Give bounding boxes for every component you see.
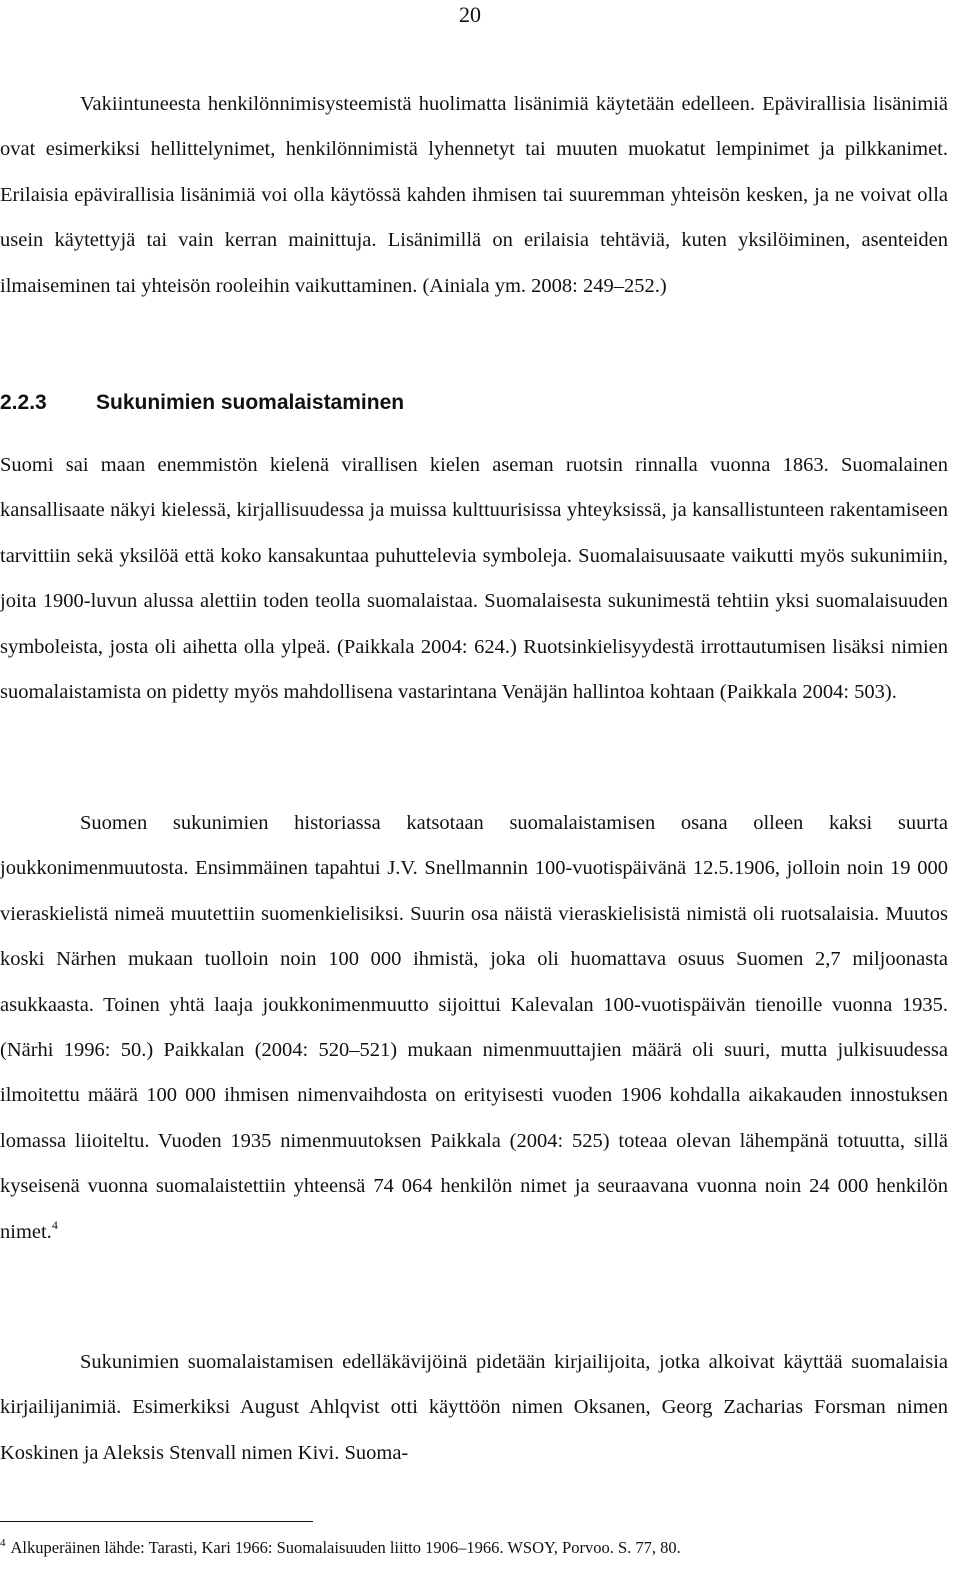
section-heading bbox=[0, 383, 948, 423]
section-number: 2.2.3 bbox=[0, 391, 47, 414]
paragraph-joukkonimenmuutokset-text: Suomen sukunimien historiassa katsotaan suomalaistamisen osana olleen kaksi suurta joukkonimenmuutosta. Ensimmäinen tapahtui J.V. Snellmannin 100-vuotispäivänä 12.5.1906, jolloin noin 19 000 vieraskielistä nimeä muutettiin suomenkielisiksi. Suurin osa näistä vieraskielisistä nimistä oli ruotsalaisia. Muutos koski Närhen mukaan tuolloin noin 100 000 ihmistä, joka oli huomattava osuus Suomen 2,7 miljoonasta asukkaasta. Toinen yhtä laaja joukkonimenmuutto sijoittui Kalevalan 100-vuotispäivän tienoille vuonna 1935. (Närhi 1996: 50.) Paikkalan (2004: 520–521) mukaan nimenmuuttajien määrä oli suuri, mutta julkisuudessa ilmoitettu määrä 100 000 ihmisen nimenvaihdosta on erityisesti vuoden 1906 kohdalla aikakauden innostuksen lomassa liioiteltu. Vuoden 1935 nimenmuutoksen Paikkala (2004: 525) toteaa olevan lähempänä totuutta, sillä kyseisenä vuonna suomalaistettiin yhteensä 74 064 henkilön nimet ja seuraavana vuonna noin 24 000 henkilön nimet. bbox=[0, 812, 948, 1243]
paragraph-kirjailijat: Sukunimien suomalaistamisen edelläkävijöinä pidetään kirjailijoita, jotka alkoivat käyttää suomalaisia kirjailijanimiä. Esimerkiksi August Ahlqvist otti käyttöön nimen Oksanen, Georg Zacharias Forsman nimen Koskinen ja Aleksis Stenvall nimen Kivi. Suoma- bbox=[0, 1351, 948, 1464]
paragraph-suomalaisuusaate: Suomi sai maan enemmistön kielenä virallisen kielen aseman ruotsin rinnalla vuonna 1863. Suomalainen kansallisaate näkyi kielessä, kirjallisuudessa ja muissa kulttuurisissa yhteyksissä, ja kansallistunteen rakentamiseen tarvittiin sekä yksilöä että koko kansakuntaa puhuttelevia symboleja. Suomalaisuusaate vaikutti myös sukunimiin, joita 1900-luvun alussa alettiin toden teolla suomalaistaa. Suomalaisesta sukunimestä tehtiin yksi suomalaisuuden symboleista, josta oli aihetta olla ylpeä. (Paikkala 2004: 624.) Ruotsinkielisyydestä irrottautumisen lisäksi nimien suomalaistamista on pidetty myös mahdollisena vastarintana Venäjän hallintoa kohtaan (Paikkala 2004: 503). bbox=[0, 454, 948, 704]
section-title: Sukunimien suomalaistaminen bbox=[96, 391, 405, 414]
footnote-marker: 4 bbox=[0, 1537, 6, 1549]
footnote-text: Alkuperäinen lähde: Tarasti, Kari 1966: Suomalaisuuden liitto 1906–1966. WSOY, Porvoo. S. 77, 80. bbox=[10, 1538, 681, 1557]
footnote-divider bbox=[0, 1521, 313, 1522]
paragraph-joukkonimenmuutokset bbox=[0, 801, 948, 1255]
page-number: 20 bbox=[459, 2, 481, 27]
paragraph-lisanimet: Vakiintuneesta henkilönnimisysteemistä huolimatta lisänimiä käytetään edelleen. Epävirallisia lisänimiä ovat esimerkiksi hellittelynimet, henkilönnimistä lyhennetyt tai muuten muokatut lempinimet ja pilkkanimet. Erilaisia epävirallisia lisänimiä voi olla käytössä kahden ihmisen tai suuremman yhteisön kesken, ja ne voivat olla usein käytettyjä tai vain kerran mainittuja. Lisänimillä on erilaisia tehtäviä, kuten yksilöiminen, asenteiden ilmaiseminen tai yhteisön rooleihin vaikuttaminen. (Ainiala ym. 2008: 249–252.) bbox=[0, 93, 948, 297]
footnote bbox=[0, 1536, 948, 1560]
footnote-reference[interactable]: 4 bbox=[51, 1217, 58, 1232]
